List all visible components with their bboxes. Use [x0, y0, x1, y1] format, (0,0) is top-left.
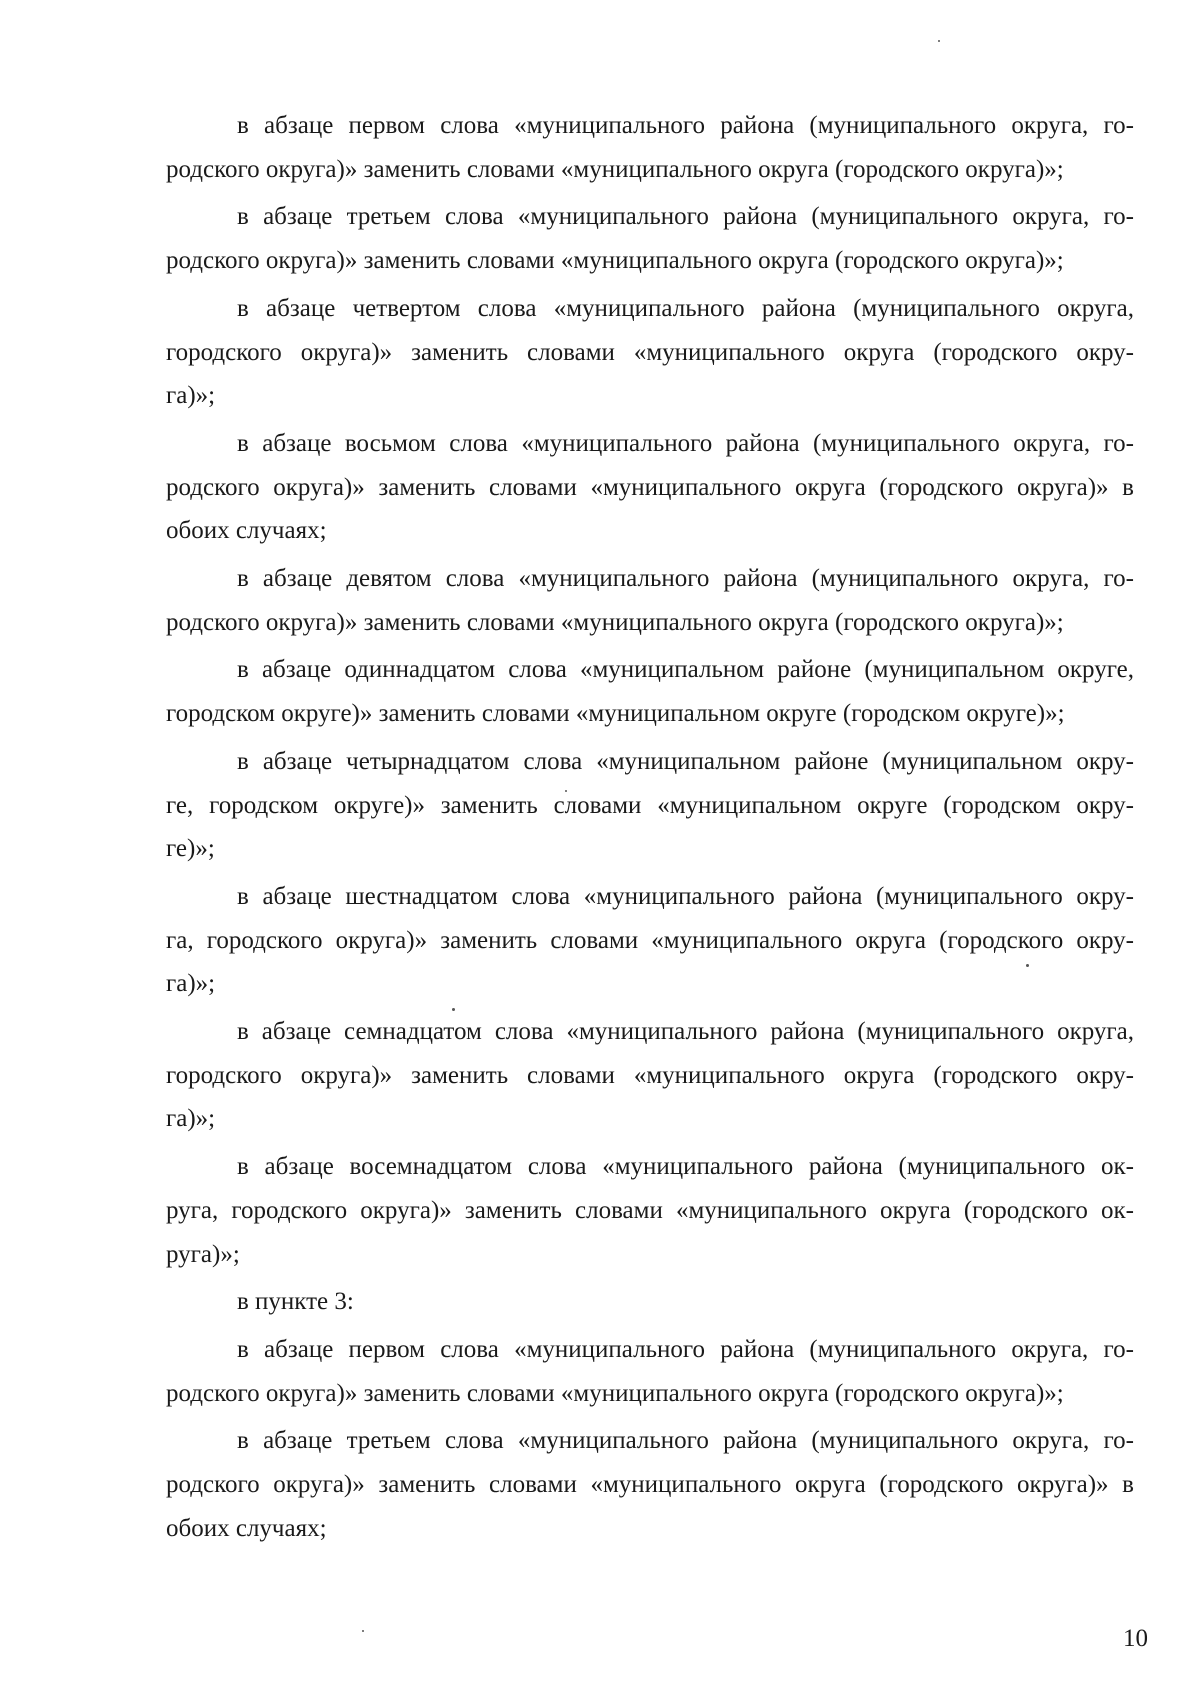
text-line: городском округе)» заменить словами «муниципальном округе (городском округе)»; — [166, 700, 1065, 728]
text-line: родского округа)» заменить словами «муниципального округа (городского округа)»; — [166, 608, 1064, 636]
paragraph — [166, 287, 1134, 418]
paragraph — [166, 422, 1134, 553]
text-line: городского округа)» заменить словами «муниципального округа (городского окру- — [166, 338, 1134, 366]
paragraph — [166, 1010, 1134, 1141]
paragraph — [166, 875, 1134, 1006]
text-line: в абзаце одиннадцатом слова «муниципальном районе (муниципальном округе, — [237, 656, 1134, 684]
text-line: родского округа)» заменить словами «муниципального округа (городского округа)» в — [166, 1471, 1134, 1499]
text-line: родского округа)» заменить словами «муниципального округа (городского округа)»; — [166, 155, 1064, 183]
paragraph — [166, 195, 1134, 282]
text-line: городского округа)» заменить словами «муниципального округа (городского окру- — [166, 1061, 1134, 1089]
text-line: родского округа)» заменить словами «муниципального округа (городского округа)»; — [166, 1379, 1064, 1407]
paragraph — [166, 740, 1134, 871]
text-line: ге, городском округе)» заменить словами «муниципальном округе (городском окру- — [166, 791, 1134, 819]
text-line: в абзаце первом слова «муниципального района (муниципального округа, го- — [237, 112, 1134, 139]
text-line: га)»; — [166, 970, 216, 998]
text-line: в абзаце девятом слова «муниципального района (муниципального округа, го- — [237, 565, 1134, 593]
paragraph — [166, 1419, 1134, 1550]
text-line: в пункте 3: — [237, 1288, 354, 1316]
text-line: в абзаце четвертом слова «муниципального района (муниципального округа, — [237, 294, 1134, 322]
text-line: обоих случаях; — [166, 1514, 327, 1542]
document-body — [166, 104, 1134, 1551]
paragraph — [166, 1280, 1134, 1324]
text-line: га, городского округа)» заменить словами «муниципального округа (городского окру- — [166, 926, 1134, 954]
text-line: ге)»; — [166, 835, 215, 863]
page-number: 10 — [1123, 1625, 1148, 1652]
text-line: га)»; — [166, 382, 216, 410]
text-line: в абзаце четырнадцатом слова «муниципальном районе (муниципальном окру- — [237, 747, 1134, 775]
scan-speck — [362, 1630, 364, 1632]
paragraph — [166, 1145, 1134, 1276]
paragraph — [166, 104, 1134, 191]
text-line: руга)»; — [166, 1240, 240, 1268]
text-line: га)»; — [166, 1105, 216, 1133]
scan-speck — [1026, 964, 1029, 967]
text-line: родского округа)» заменить словами «муниципального округа (городского округа)» в — [166, 473, 1134, 501]
text-line: в абзаце восемнадцатом слова «муниципального района (муниципального ок- — [237, 1153, 1134, 1181]
text-line: в абзаце первом слова «муниципального района (муниципального округа, го- — [237, 1335, 1134, 1363]
paragraph — [166, 1328, 1134, 1415]
text-line: обоих случаях; — [166, 517, 327, 545]
text-line: в абзаце третьем слова «муниципального района (муниципального округа, го- — [237, 203, 1134, 231]
paragraph — [166, 648, 1134, 735]
text-line: в абзаце восьмом слова «муниципального района (муниципального округа, го- — [237, 429, 1134, 457]
text-line: руга, городского округа)» заменить словами «муниципального округа (городского ок- — [166, 1196, 1134, 1224]
text-line: в абзаце третьем слова «муниципального района (муниципального округа, го- — [237, 1427, 1134, 1455]
text-line: в абзаце семнадцатом слова «муниципального района (муниципального округа, — [237, 1018, 1134, 1046]
text-line: в абзаце шестнадцатом слова «муниципального района (муниципального окру- — [237, 882, 1134, 910]
scan-speck — [452, 1008, 455, 1011]
paragraph — [166, 557, 1134, 644]
text-line: родского округа)» заменить словами «муниципального округа (городского округа)»; — [166, 247, 1064, 275]
scan-speck — [565, 790, 567, 792]
scan-speck — [938, 40, 940, 42]
